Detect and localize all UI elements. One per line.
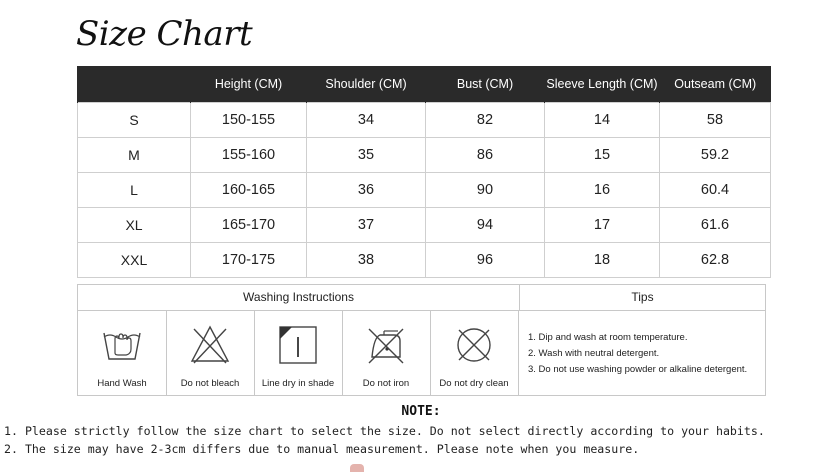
height-cell: 165-170 bbox=[191, 208, 307, 243]
bust-cell: 90 bbox=[426, 173, 545, 208]
care-symbol-label: Hand Wash bbox=[97, 378, 147, 389]
size-cell: XXL bbox=[78, 243, 191, 278]
tips-heading: Tips bbox=[520, 285, 765, 311]
height-cell: 160-165 bbox=[191, 173, 307, 208]
care-symbol-label: Do not bleach bbox=[180, 378, 240, 389]
table-row bbox=[78, 208, 771, 243]
size-table-header-row bbox=[78, 66, 771, 103]
size-table bbox=[77, 66, 771, 278]
outseam-cell: 61.6 bbox=[660, 208, 771, 243]
header-bust: Bust (CM) bbox=[426, 66, 545, 103]
care-symbol-do-not-bleach bbox=[166, 311, 255, 395]
header-sleeve-length: Sleeve Length (CM) bbox=[545, 66, 660, 103]
tip-item: 1. Dip and wash at room temperature. bbox=[528, 332, 688, 343]
size-cell: S bbox=[78, 103, 191, 138]
washing-instructions-heading: Washing Instructions bbox=[78, 285, 520, 311]
shoulder-cell: 34 bbox=[307, 103, 426, 138]
do-not-iron-icon bbox=[364, 323, 408, 367]
table-row bbox=[78, 103, 771, 138]
care-symbol-label: Line dry in shade bbox=[261, 378, 335, 389]
table-row bbox=[78, 243, 771, 278]
shoulder-cell: 37 bbox=[307, 208, 426, 243]
tips-list bbox=[528, 330, 764, 378]
do-not-dry-clean-icon bbox=[452, 323, 496, 367]
shoulder-cell: 38 bbox=[307, 243, 426, 278]
sleeve-cell: 18 bbox=[545, 243, 660, 278]
size-cell: L bbox=[78, 173, 191, 208]
bust-cell: 86 bbox=[426, 138, 545, 173]
size-chart-title: Size Chart bbox=[76, 14, 253, 54]
care-symbol-hand-wash bbox=[78, 311, 167, 395]
hand-wash-icon bbox=[100, 323, 144, 367]
table-row bbox=[78, 173, 771, 208]
bust-cell: 82 bbox=[426, 103, 545, 138]
bust-cell: 96 bbox=[426, 243, 545, 278]
table-row bbox=[78, 138, 771, 173]
care-symbol-label: Do not iron bbox=[362, 378, 410, 389]
header-height: Height (CM) bbox=[191, 66, 307, 103]
header-shoulder: Shoulder (CM) bbox=[307, 66, 426, 103]
outseam-cell: 62.8 bbox=[660, 243, 771, 278]
sleeve-cell: 15 bbox=[545, 138, 660, 173]
bust-cell: 94 bbox=[426, 208, 545, 243]
outseam-cell: 60.4 bbox=[660, 173, 771, 208]
care-symbol-do-not-iron bbox=[342, 311, 431, 395]
care-symbol-line-dry-in-shade bbox=[254, 311, 343, 395]
sleeve-cell: 14 bbox=[545, 103, 660, 138]
shoulder-cell: 35 bbox=[307, 138, 426, 173]
sleeve-cell: 17 bbox=[545, 208, 660, 243]
care-symbol-label: Do not dry clean bbox=[439, 378, 509, 389]
height-cell: 170-175 bbox=[191, 243, 307, 278]
size-cell: M bbox=[78, 138, 191, 173]
shoulder-cell: 36 bbox=[307, 173, 426, 208]
header-size bbox=[78, 66, 191, 103]
header-outseam: Outseam (CM) bbox=[660, 66, 771, 103]
line-dry-in-shade-icon bbox=[276, 323, 320, 367]
care-instructions-panel bbox=[77, 284, 766, 396]
tip-item: 3. Do not use washing powder or alkaline detergent. bbox=[528, 364, 748, 375]
note-line: 2. The size may have 2-3cm differs due to manual measurement. Please note when you measure. bbox=[4, 442, 640, 456]
height-cell: 155-160 bbox=[191, 138, 307, 173]
height-cell: 150-155 bbox=[191, 103, 307, 138]
do-not-bleach-icon bbox=[188, 323, 232, 367]
outseam-cell: 59.2 bbox=[660, 138, 771, 173]
note-line: 1. Please strictly follow the size chart to select the size. Do not select directly according to your habits. bbox=[4, 424, 765, 438]
size-cell: XL bbox=[78, 208, 191, 243]
sleeve-cell: 16 bbox=[545, 173, 660, 208]
note-title: NOTE: bbox=[401, 404, 441, 419]
tip-item: 2. Wash with neutral detergent. bbox=[528, 348, 660, 359]
outseam-cell: 58 bbox=[660, 103, 771, 138]
care-symbol-do-not-dry-clean bbox=[430, 311, 519, 395]
